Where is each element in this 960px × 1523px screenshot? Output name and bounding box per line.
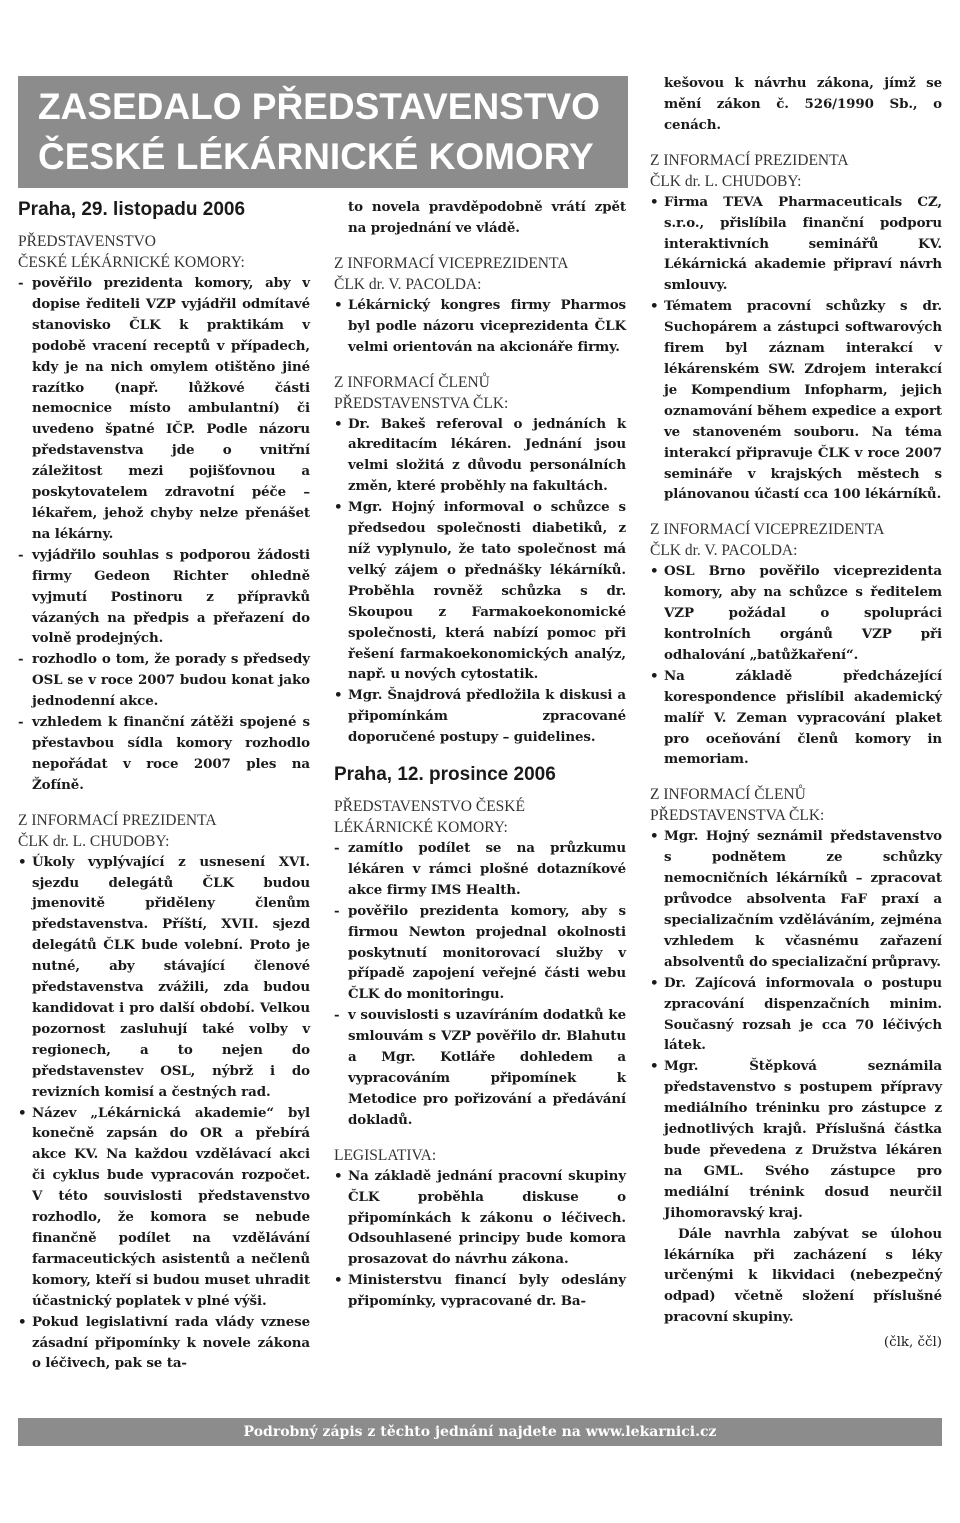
list-item: • Na základě předcházející korespondence přislíbil akademický malíř V. Zeman vypracování plaket pro oceňování členů komory in memoriam. xyxy=(650,667,942,768)
section-heading: Z INFORMACÍ ČLENŮ xyxy=(650,786,806,804)
section-heading: Z INFORMACÍ VICEPREZIDENTA xyxy=(650,521,885,539)
section-heading: ČLK dr. V. PACOLDA: xyxy=(650,542,798,560)
section-heading: ČLK dr. L. CHUDOBY: xyxy=(650,172,802,190)
section-heading: Z INFORMACÍ PREZIDENTA xyxy=(18,811,217,829)
list-item: - pověřilo prezidenta komory, aby s firmou Newton projednal okolnosti poskytnutí monitorovací služby v případě zapojení veřejné části webu ČLK do monitoringu. xyxy=(334,902,626,1003)
title-line-2: ČESKÉ LÉKÁRNICKÉ KOMORY xyxy=(38,136,594,177)
closing-paragraph: Dále navrhla zabývat se úlohou lékárníka při zacházení s léky určenými k likvidaci (nebezpečný odpad) včetně složení příslušné pracovní skupiny. xyxy=(664,1225,942,1326)
column-1 xyxy=(18,197,310,1374)
date-heading: Praha, 12. prosince 2006 xyxy=(334,764,556,786)
section-heading: ČLK dr. L. CHUDOBY: xyxy=(18,832,170,850)
column-2 xyxy=(334,197,626,1312)
list-item: • OSL Brno pověřilo viceprezidenta komory, aby na schůzce s ředitelem VZP požádal o spolupráci kontrolních orgánů VZP při odhalování „batůžkaření“. xyxy=(650,563,942,663)
list-item: • Úkoly vyplývající z usnesení XVI. sjezdu delegátů ČLK budou jmenovitě přiděleny členům představenstva. Příští, XVII. sjezd delegátů ČLK bude volební. Proto je nutné, aby stávající členové představenstva zvážili, zda budou kandidovat i pro další období. Velkou pozornost zasluhují také volby v regionech, a to nejen do představenstev OSL, nýbrž i do revizních komisí a čestných rad. xyxy=(18,853,310,1100)
list-item: - v souvislosti s uzavíráním dodatků ke smlouvám s VZP pověřilo dr. Blahutu a Mgr. Kotláře dohledem a vypracováním připomínek k Metodice pro pořizování a předávání dokladů. xyxy=(334,1007,626,1128)
section-heading: Z INFORMACÍ VICEPREZIDENTA xyxy=(334,254,569,272)
list-item: • Dr. Zajícová informovala o postupu zpracování dispenzačních minim. Současný rozsah je cca 70 léčivých látek. xyxy=(650,974,942,1054)
title-line-1: ZASEDALO PŘEDSTAVENSTVO xyxy=(38,86,600,127)
list-item: - pověřilo prezidenta komory, aby v dopise řediteli VZP vyjádřil odmítavé stanovisko ČLK k praktikám v podobě vracení receptů v případech, kdy je na nich omylem otištěno jiné razítko (např. lůžkové části nemocnice místo ambulantní) či uvedeno špatné IČP. Podle názoru představenstva jde o vnitřní záležitost mezi pojišťovnou a poskytovatelem zdravotní péče – lékařem, jehož chyby nelze přenášet na lékárny. xyxy=(18,275,310,542)
list-item: - rozhodlo o tom, že porady s předsedy OSL se v roce 2007 budou konat jako jednodenní akce. xyxy=(18,651,310,710)
continued-text: to novela pravděpodobně vrátí zpět na projednání ve vládě. xyxy=(348,199,626,236)
footer-banner xyxy=(18,1418,942,1446)
list-item: • Mgr. Šnajdrová předložila k diskusi a připomínkám zpracované doporučené postupy – guidelines. xyxy=(334,687,626,746)
list-item: • Název „Lékárnická akademie“ byl konečně zapsán do OR a přebírá akce KV. Na každou vzdělávací akci či cyklus bude vypracován rozpočet. V této souvislosti představenstvo rozhodlo, že komora se nebude finančně podílet na vzdělávání farmaceutických asistentů a nečlenů komory, kteří si budou muset uhradit účastnický poplatek v plné výši. xyxy=(18,1104,310,1309)
list-item: • Tématem pracovní schůzky s dr. Suchopárem a zástupci softwarových firem byl záznam interakcí v lékárenském SW. Zdrojem interakcí je Kompendium Infopharm, jejich oznamování během expedice a export ve stanoveném souboru. Na téma interakcí připravuje ČLK v roce 2007 semináře v krajských městech s plánovanou účastí cca 100 lékárníků. xyxy=(650,298,942,503)
section-heading: PŘEDSTAVENSTVO xyxy=(18,233,156,250)
section-heading: Z INFORMACÍ ČLENŮ xyxy=(334,373,490,391)
section-heading: ČESKÉ LÉKÁRNICKÉ KOMORY: xyxy=(18,254,245,271)
section-heading: PŘEDSTAVENSTVA ČLK: xyxy=(334,394,509,412)
list-item: • Mgr. Štěpková seznámila představenstvo s postupem přípravy mediálního tréninku pro zástupce z jednotlivých krajů. Příslušná částka bude převedena z Družstva lékáren na GML. Svého zástupce pro mediální trénink dosud neurčil Jihomoravský kraj. xyxy=(650,1058,942,1221)
list-item: • Pokud legislativní rada vlády vznese zásadní připomínky k novele zákona o léčivech, pak se ta- xyxy=(18,1313,310,1372)
continued-text: kešovou k návrhu zákona, jímž se mění zákon č. 526/1990 Sb., o cenách. xyxy=(664,75,942,133)
title-banner xyxy=(18,76,628,188)
section-heading: ČLK dr. V. PACOLDA: xyxy=(334,275,482,293)
list-item: • Lékárnický kongres firmy Pharmos byl podle názoru viceprezidenta ČLK velmi orientován na akcionáře firmy. xyxy=(334,296,626,355)
list-item: • Firma TEVA Pharmaceuticals CZ, s.r.o., přislíbila finanční podporu interaktivních seminářů KV. Lékárnická akademie připraví návrh smlouvy. xyxy=(650,193,942,294)
column-3 xyxy=(650,73,942,1353)
section-heading: PŘEDSTAVENSTVA ČLK: xyxy=(650,807,825,825)
section-heading: LEGISLATIVA: xyxy=(334,1146,437,1164)
list-item: - zamítlo podílet se na průzkumu lékáren v rámci plošné dotazníkové akce firmy IMS Health. xyxy=(334,840,626,898)
section-heading: PŘEDSTAVENSTVO ČESKÉ xyxy=(334,798,525,816)
list-item: • Dr. Bakeš referoval o jednáních k akreditacím lékáren. Jednání jsou velmi složitá z důvodu personálních změn, které proběhly na fakultách. xyxy=(334,415,626,495)
list-item: • Na základě jednání pracovní skupiny ČLK proběhla diskuse o připomínkách k zákonu o léčivech. Odsouhlasené principy bude komora prosazovat do návrhu zákona. xyxy=(334,1167,626,1268)
list-item: • Mgr. Hojný informoval o schůzce s předsedou společnosti diabetiků, z níž vyplynulo, že tato společnost má velký zájem o přednášky lékárníků. Proběhla rovněž schůzka s dr. Skoupou z Farmakoekonomické společnosti, která nabízí pomoc při řešení farmakoekonomických analýz, např. u nových cytostatik. xyxy=(334,499,626,683)
section-heading: Z INFORMACÍ PREZIDENTA xyxy=(650,151,849,169)
list-item: - vzhledem k finanční zátěži spojené s přestavbou sídla komory rozhodlo nepořádat v roce 2007 ples na Žofíně. xyxy=(18,714,310,793)
section-heading: LÉKÁRNICKÉ KOMORY: xyxy=(334,819,508,837)
list-item: - vyjádřilo souhlas s podporou žádosti firmy Gedeon Richter ohledně vyjmutí Postinoru z přípravků vázaných na předpis a přeřazení do volně prodejných. xyxy=(18,546,310,647)
date-heading: Praha, 29. listopadu 2006 xyxy=(18,199,246,220)
footer-text: Podrobný zápis z těchto jednání najdete na www.lekarnici.cz xyxy=(243,1424,717,1440)
list-item: • Ministerstvu financí byly odeslány připomínky, vypracované dr. Ba- xyxy=(334,1272,626,1310)
list-item: • Mgr. Hojný seznámil představenstvo s podnětem ze schůzky nemocničních lékárníků – zpracovat průvodce absolventa FaF praxí a specializačním vzděláváním, zejména vzhledem k včasnému zařazení absolventů do specializační průpravy. xyxy=(650,828,942,970)
signature: (člk, ččl) xyxy=(883,1335,942,1351)
